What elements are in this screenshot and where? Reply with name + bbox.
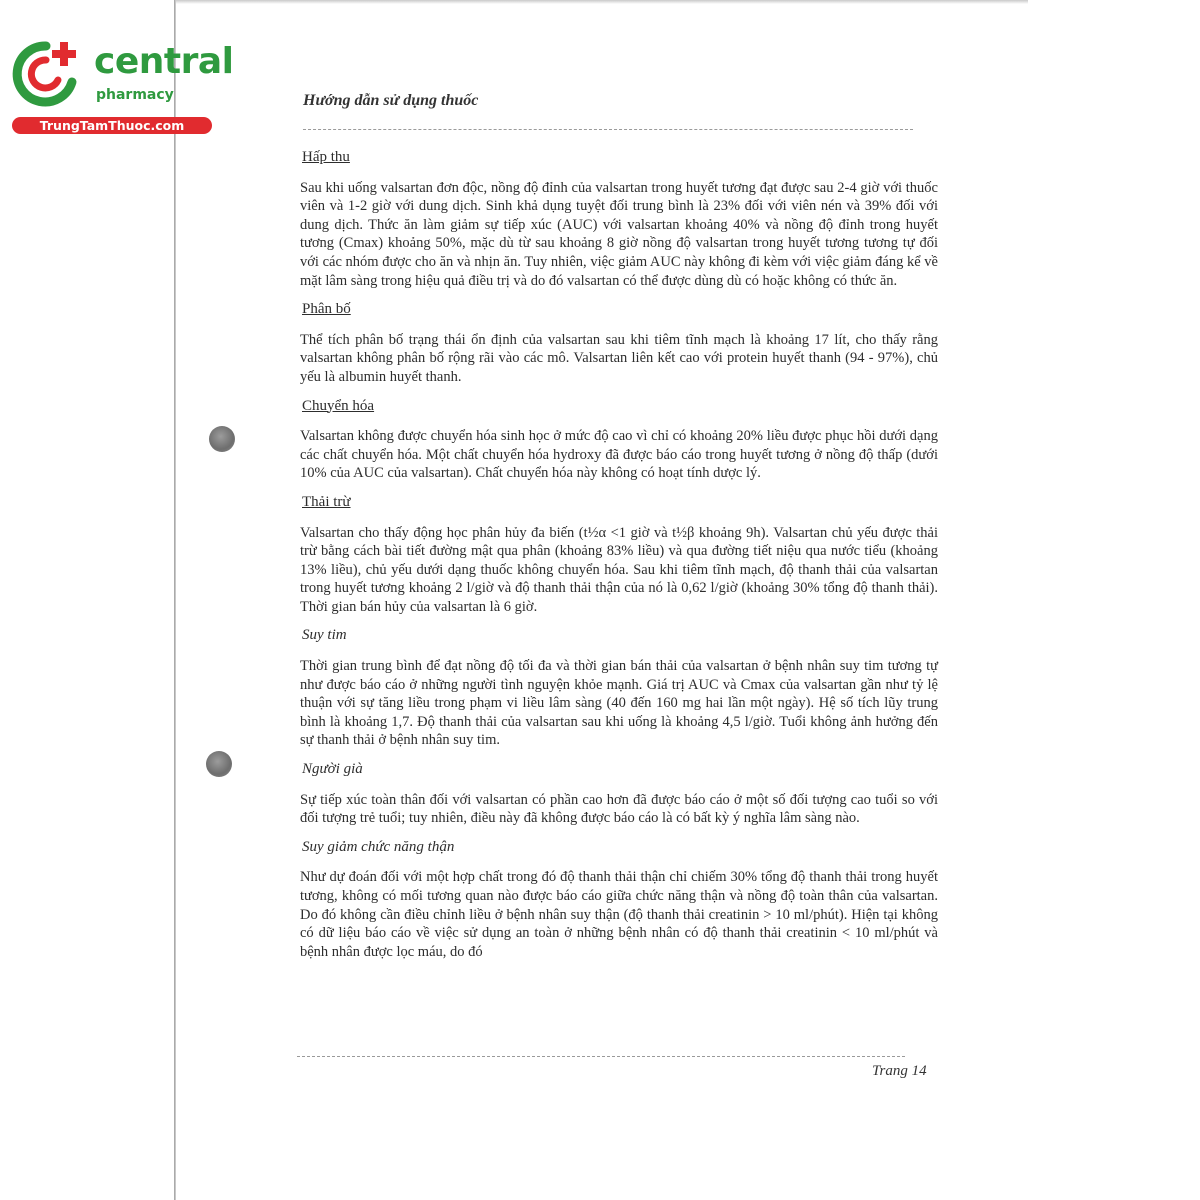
section-heading-renal-impairment: Suy giảm chức năng thận	[302, 838, 455, 855]
header-rule	[303, 129, 913, 130]
section-heading-heart-failure: Suy tim	[302, 627, 347, 644]
sheet-left-edge	[174, 0, 176, 1200]
document-body	[298, 148, 938, 971]
section-heading-absorption: Hấp thu	[302, 149, 350, 165]
section-heading-elimination: Thải trừ	[302, 493, 351, 510]
section-text-elderly: Sự tiếp xúc toàn thân đối với valsartan có phần cao hơn đã được báo cáo ở một số đối tượng cao tuổi so với đối tượng trẻ tuổi; tuy nhiên, điều này đã không được báo cáo là có bất kỳ ý nghĩa lâm sàng nào.	[300, 791, 938, 827]
punch-hole-top	[209, 426, 235, 452]
central-pharmacy-logo	[8, 36, 234, 136]
footer-rule	[297, 1056, 905, 1057]
page-number: Trang 14	[872, 1063, 927, 1079]
section-heading-elderly: Người già	[302, 761, 363, 778]
section-text-renal-impairment: Như dự đoán đối với một hợp chất trong đó độ thanh thải thận chỉ chiếm 30% tổng độ thanh thải trong huyết tương, không có mối tương quan nào được báo cáo giữa chức năng thận và nồng độ toàn thân của valsartan. Do đó không cần điều chỉnh liều ở bệnh nhân suy thận (độ thanh thải creatinin > 10 ml/phút). Hiện tại không có dữ liệu báo cáo về việc sử dụng an toàn ở những bệnh nhân có độ thanh thải creatinin < 10 ml/phút và bệnh nhân được lọc máu, do đó	[300, 869, 938, 960]
section-text-elimination: Valsartan cho thấy động học phân hủy đa biến (t½α <1 giờ và t½β khoảng 9h). Valsartan chủ yếu được thải trừ bằng cách bài tiết đường mật qua phân (khoảng 83% liều) và qua đường tiết niệu qua nước tiểu (khoảng 13% liều), chủ yếu dưới dạng thuốc không chuyển hóa. Sau khi tiêm tĩnh mạch, độ thanh thải của valsartan trong huyết tương khoảng 2 l/giờ và độ thanh thải thận của nó là 0,62 l/giờ (khoảng 30% tổng độ thanh thải). Thời gian bán hủy của valsartan là 6 giờ.	[300, 524, 938, 615]
sheet-top-edge	[176, 0, 1028, 4]
section-heading-distribution: Phân bố	[302, 301, 351, 318]
section-text-distribution: Thể tích phân bố trạng thái ổn định của valsartan sau khi tiêm tĩnh mạch là khoảng 17 lít, cho thấy rằng valsartan không phân bố rộng rãi vào các mô. Valsartan liên kết cao với protein huyết thanh (94 - 97%), chủ yếu là albumin huyết thanh.	[300, 331, 938, 385]
punch-hole-bottom	[206, 751, 232, 777]
pharmacy-cross-logo-icon	[10, 38, 82, 110]
section-text-metabolism: Valsartan không được chuyển hóa sinh học ở mức độ cao vì chỉ có khoảng 20% liều được phục hồi dưới dạng các chất chuyển hóa. Một chất chuyển hóa hydroxy đã được báo cáo trong huyết tương ở nồng độ thấp (dưới 10% của AUC của valsartan). Chất chuyển hóa này không có hoạt tính dược lý.	[300, 428, 938, 482]
section-text-absorption: Sau khi uống valsartan đơn độc, nồng độ đỉnh của valsartan trong huyết tương đạt được sau 2-4 giờ với thuốc viên và 1-2 giờ với dung dịch. Sinh khả dụng tuyệt đối trung bình là 23% đối với viên nén và 39% đối với dung dịch. Thức ăn làm giảm sự tiếp xúc (AUC) với valsartan khoảng 40% và nồng độ đỉnh trong huyết tương (Cmax) khoảng 50%, mặc dù từ sau khoảng 8 giờ nồng độ valsartan trong huyết tương tương tự đối với các nhóm được cho ăn và nhịn ăn. Tuy nhiên, việc giảm AUC này không đi kèm với việc giảm đáng kể về mặt lâm sàng trong hiệu quả điều trị và do đó valsartan có thể được dùng dù có hoặc không có thức ăn.	[300, 179, 938, 289]
section-text-heart-failure: Thời gian trung bình để đạt nồng độ tối đa và thời gian bán thải của valsartan ở bệnh nhân suy tim tương tự như được báo cáo ở những người tình nguyện khỏe mạnh. Giá trị AUC và Cmax của valsartan gần như tỷ lệ thuận với sự tăng liều trong phạm vi liều lâm sàng (40 đến 160 mg hai lần một ngày). Hệ số tích lũy trung bình là khoảng 1,7. Độ thanh thải của valsartan sau khi uống là khoảng 4,5 l/giờ. Tuổi không ảnh hưởng đến sự thanh thải ở bệnh nhân suy tim.	[300, 658, 938, 749]
logo-subtitle: pharmacy	[96, 87, 174, 103]
section-heading-metabolism: Chuyển hóa	[302, 397, 375, 414]
logo-brand-name: central	[94, 41, 234, 82]
logo-url-badge[interactable]: TrungTamThuoc.com	[12, 117, 212, 134]
document-header: Hướng dẫn sử dụng thuốc	[303, 92, 479, 109]
